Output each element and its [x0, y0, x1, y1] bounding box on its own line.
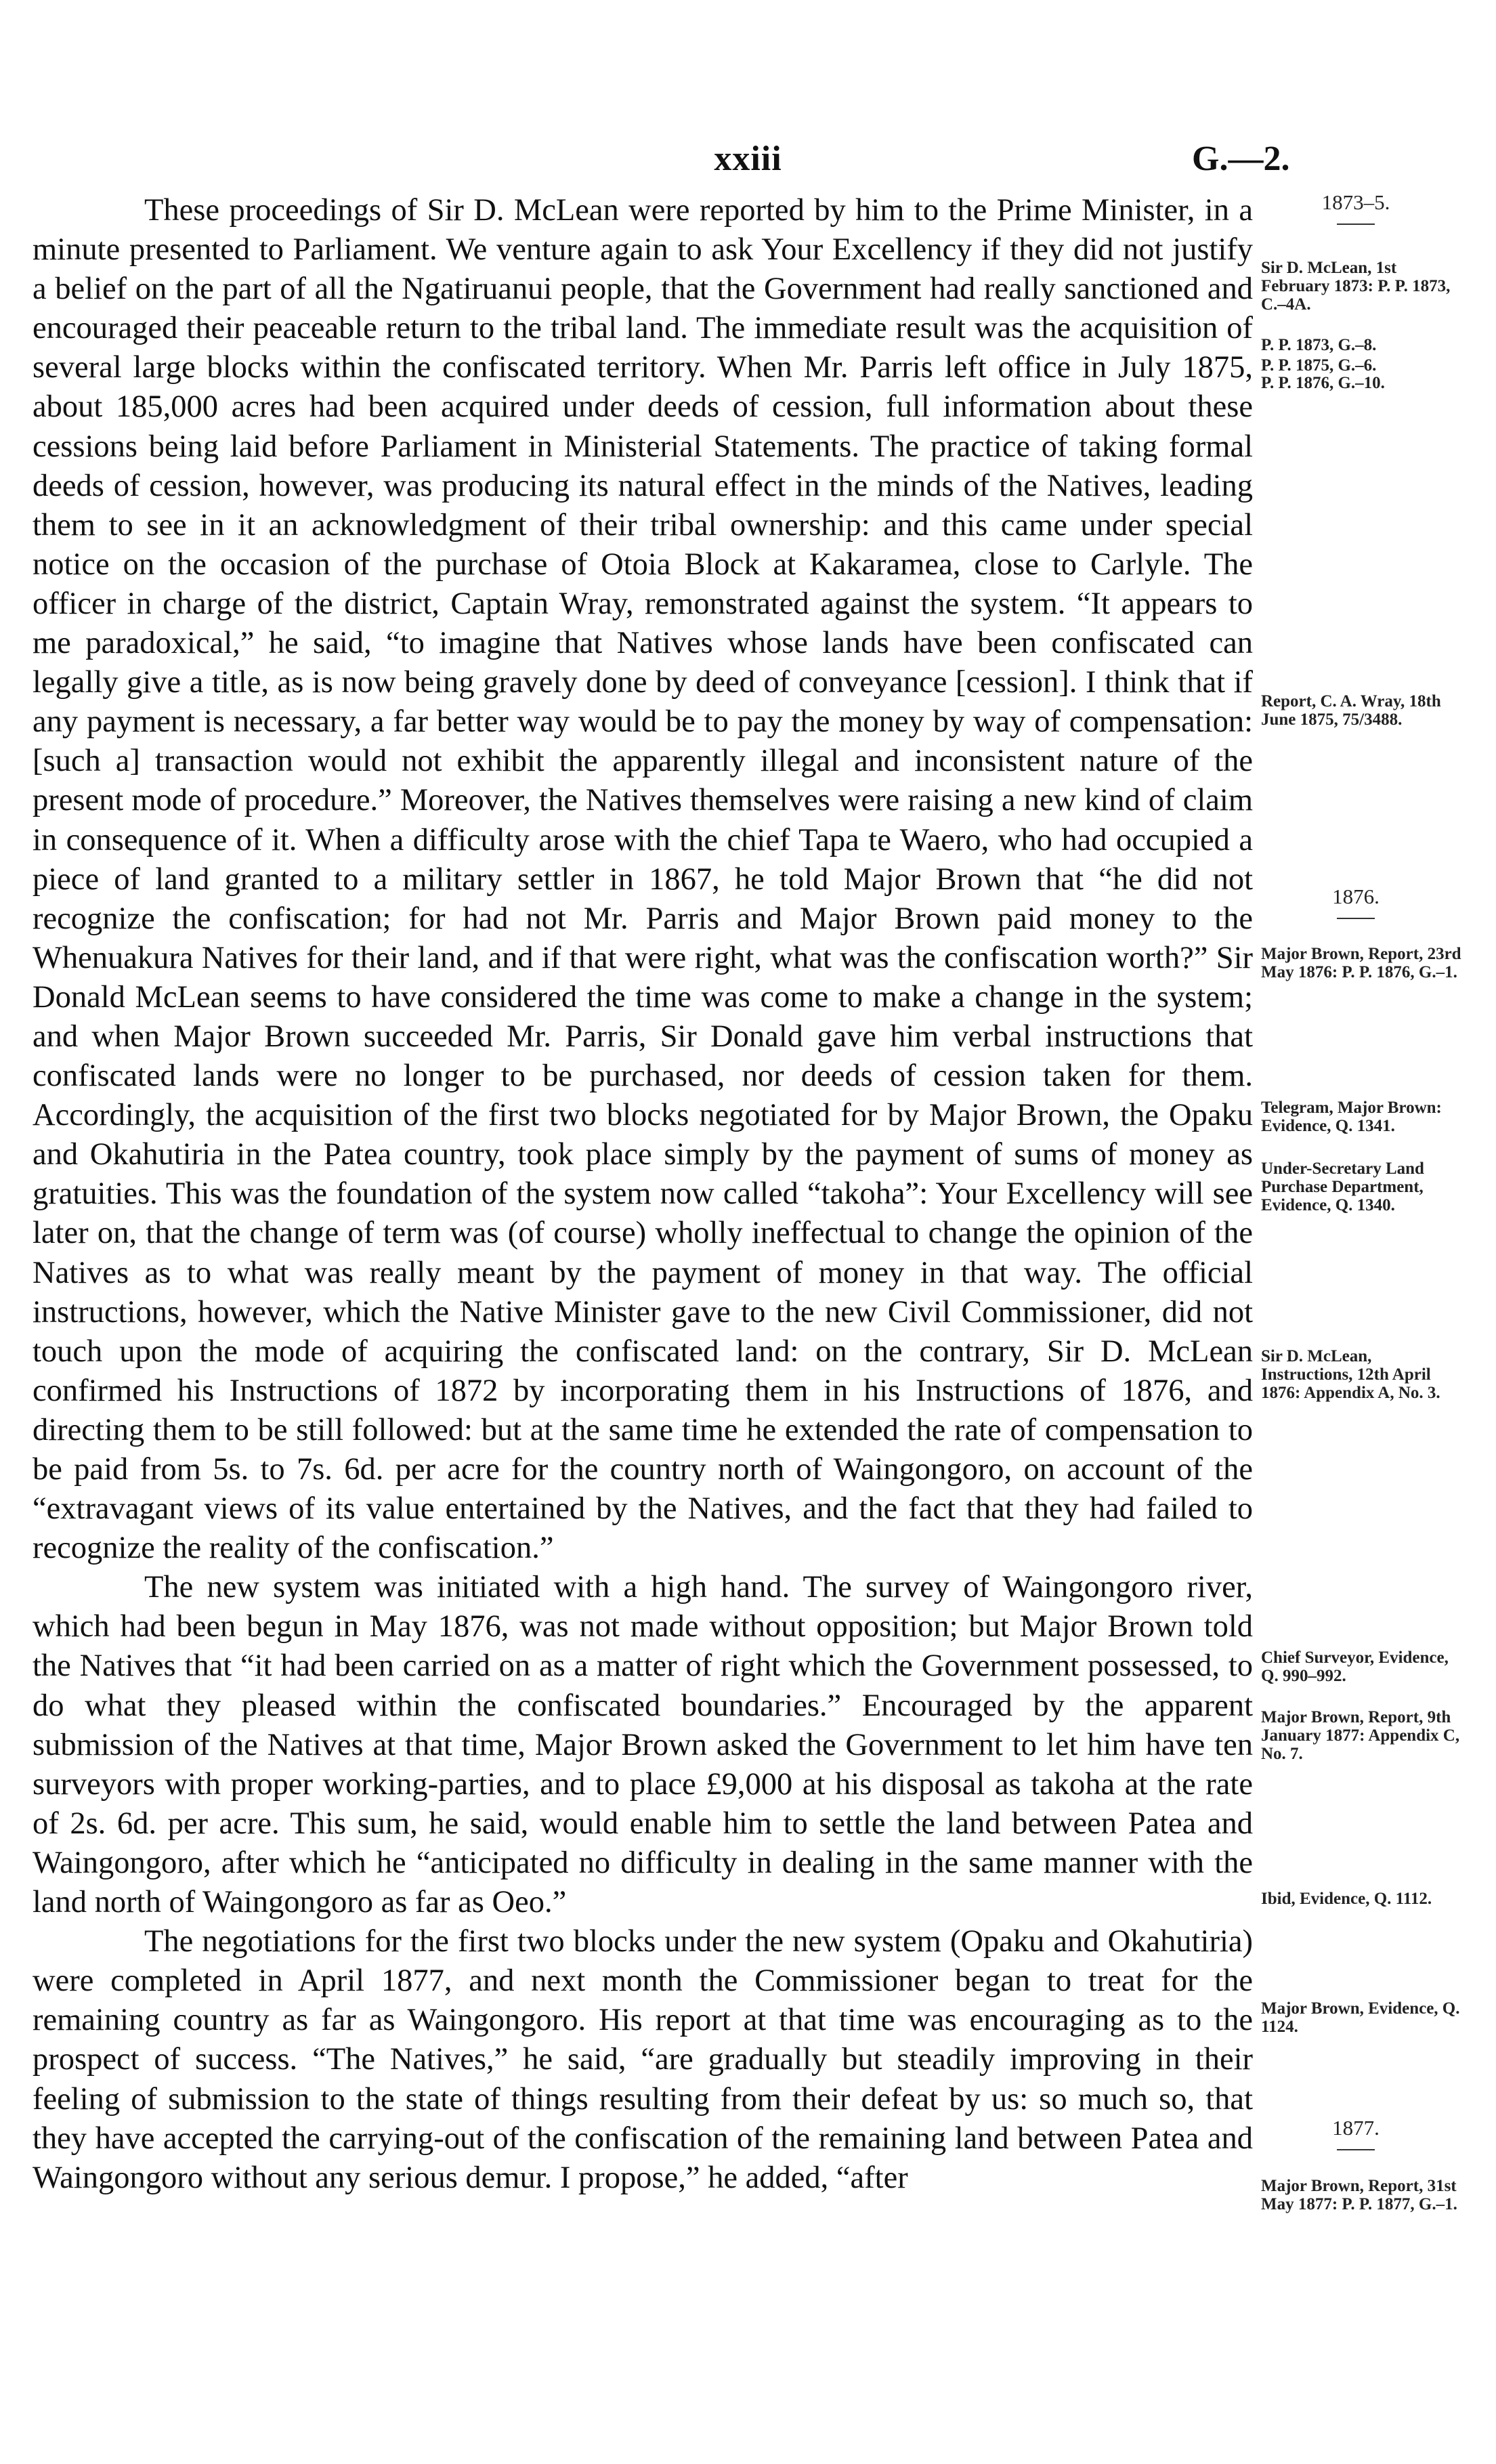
document-code: G.—2. [1192, 140, 1290, 178]
body-text [33, 191, 1253, 2198]
margin-year-1873: 1873–5. [1308, 191, 1403, 225]
margin-note-brown-1877-jan: Major Brown, Report, 9th January 1877: Appendix C, No. 7. [1261, 1708, 1460, 1763]
paragraph-2: The new system was initiated with a high hand. The survey of Waingongoro river, which had been begun in May 1876, was not made without opposition; but Major Brown told the Natives that “it had been carried on as a matter of right which the Government possessed, to do what they pleased within the confiscated boundaries.” Encouraged by the apparent submission of the Natives at that time, Major Brown asked the Government to let him have ten surveyors with proper working-parties, and to place £9,000 at his disposal as takoha at the rate of 2s. 6d. per acre. This sum, he said, would enable him to settle the land between Patea and Waingongoro, after which he “anticipated no difficulty in dealing in the same manner with the land north of Waingongoro as far as Oeo.” [33, 1570, 1253, 1920]
paragraph-1: These proceedings of Sir D. McLean were reported by him to the Prime Minister, in a minute presented to Parliament. We venture again to ask Your Excellency if they did not justify a belief on the part of all the Ngatiruanui people, that the Government had really sanctioned and encouraged their peaceable return to the tribal land. The immediate result was the acquisition of several large blocks within the confiscated territory. When Mr. Parris left office in July 1875, about 185,000 acres had been acquired under deeds of cession, full information about these cessions being laid before Parliament in Ministerial Statements. The practice of taking formal deeds of cession, however, was producing its natural effect in the minds of the Natives, leading them to see in it an acknowledgment of their tribal ownership: and this came under special notice on the occasion of the purchase of Otoia Block at Kakaramea, close to Carlyle. The officer in charge of the district, Captain Wray, remonstrated against the system. “It appears to me paradoxical,” he said, “to imagine that Natives whose lands have been confiscated can legally give a title, as is now being gravely done by deed of conveyance [cession]. I think that if any payment is necessary, a far better way would be to pay the money by way of compensation: [such a] transaction would not exhibit the apparently illegal and inconsistent nature of the present mode of procedure.” Moreover, the Natives themselves were raising a new kind of claim in consequence of it. When a difficulty arose with the chief Tapa te Waero, who had occupied a piece of land granted to a military settler in 1867, he told Major Brown that “he did not recognize the confiscation; for had not Mr. Parris and Major Brown paid money to the Whenuakura Natives for their land, and if that were right, what was the confiscation worth?” Sir Donald McLean seems to have considered the time was come to make a change in the system; and when Major Brown succeeded Mr. Parris, Sir Donald gave him verbal instructions that confiscated lands were no longer to be purchased, nor deeds of cession taken for them. Accordingly, the acquisition of the first two blocks negotiated for by Major Brown, the Opaku and Okahutiria in the Patea country, took place simply by the payment of sums of money as gratuities. This was the foundation of the system now called “takoha”: Your Excellency will see later on, that the change of term was (of course) wholly ineffectual to change the opinion of the Natives as to what was really meant by the payment of money in that way. The official instructions, however, which the Native Minister gave to the new Civil Commissioner, did not touch upon the mode of acquiring the confiscated land: on the contrary, Sir D. McLean confirmed his Instructions of 1872 by incorporating them in his Instructions of 1876, and directing them to be still followed: but at the same time he extended the rate of compensation to be paid from 5s. to 7s. 6d. per acre for the country north of Waingongoro, on account of the “extravagant views of its value entertained by the Natives, and the fact that they had failed to recognize the reality of the confiscation.” [33, 193, 1253, 1566]
margin-note-pp-1876: P. P. 1876, G.–10. [1261, 374, 1385, 392]
paragraph-3: The negotiations for the first two blocks under the new system (Opaku and Okahutiria) were completed in April 1877, and next month the Commissioner began to treat for the remaining country as far as Waingongoro. His report at that time was encouraging as to the prospect of success. “The Natives,” he said, “are gradually but steadily improving in their feeling of submission to the state of things resulting from their defeat by us: so much so, that they have accepted the carrying-out of the confiscation of the remaining land between Patea and Waingongoro without any serious demur. I propose,” he added, “after [33, 1924, 1253, 2195]
page-number: xxiii [714, 140, 782, 178]
margin-note-brown-1877-may: Major Brown, Report, 31st May 1877: P. P. 1877, G.–1. [1261, 2177, 1457, 2213]
margin-year-1876: 1876. [1308, 885, 1403, 919]
margin-note-instructions-1876: Sir D. McLean, Instructions, 12th April 1876: Appendix A, No. 3. [1261, 1347, 1440, 1402]
margin-note-ibid: Ibid, Evidence, Q. 1112. [1261, 1890, 1432, 1908]
margin-note-chief-surveyor: Chief Surveyor, Evidence, Q. 990–992. [1261, 1649, 1449, 1685]
margin-note-pp-1875: P. P. 1875, G.–6. [1261, 356, 1377, 375]
margin-note-brown-evidence: Major Brown, Evidence, Q. 1124. [1261, 1999, 1460, 2036]
margin-note-telegram: Telegram, Major Brown: Evidence, Q. 1341. [1261, 1099, 1442, 1135]
margin-note-under-secretary: Under-Secretary Land Purchase Department, Evidence, Q. 1340. [1261, 1160, 1424, 1214]
margin-year-1877: 1877. [1308, 2117, 1403, 2150]
margin-note-brown-1876: Major Brown, Report, 23rd May 1876: P. P. 1876, G.–1. [1261, 945, 1461, 981]
margin-note-pp-1873: P. P. 1873, G.–8. [1261, 336, 1377, 354]
margin-note-wray-report: Report, C. A. Wray, 18th June 1875, 75/3488. [1261, 692, 1441, 729]
margin-note-mclean-1873: Sir D. McLean, 1st February 1873: P. P. 1873, C.–4A. [1261, 259, 1451, 314]
